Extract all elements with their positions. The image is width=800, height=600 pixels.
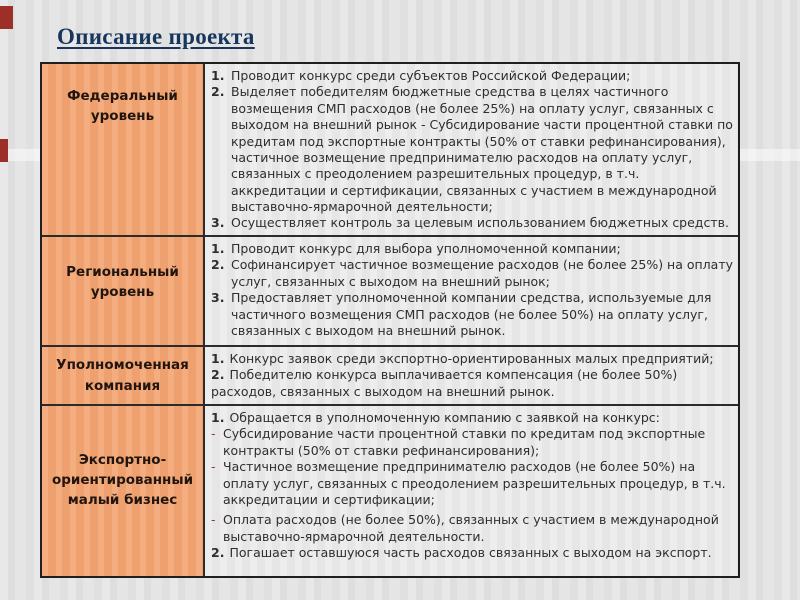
- row-content-authorized-company: [203, 345, 738, 404]
- red-accent-mark: [0, 139, 8, 162]
- item-marker: 2.: [211, 257, 225, 273]
- item-marker: 2.: [211, 367, 225, 383]
- item-text: Выделяет победителям бюджетные средства в целях частичного возмещения СМП расходов (не более 25%) на оплату услуг, связанных с выходом на внешний рынок - Субсидирование части процентной ставки по кредитам под экспортные контракты (50% от ставки рефинансирования), частичное возмещение предпринимателю расходов на оплату услуг, связанных с преодолением разрешительных процедур, в т.ч. аккредитации и сертификации, связанных с участием в международной выставочно-ярмарочной деятельности;: [231, 84, 733, 214]
- list-item: [211, 290, 733, 339]
- item-marker: 1.: [211, 351, 225, 366]
- item-text: Проводит конкурс для выбора уполномоченной компании;: [231, 241, 621, 256]
- item-text: Победителю конкурса выплачивается компенсация (не более 50%) расходов, связанных с выходом на внешний рынок.: [211, 367, 678, 399]
- item-text: Конкурс заявок среди экспортно-ориентированных малых предприятий;: [229, 351, 714, 366]
- item-text: Частичное возмещение предпринимателю расходов (не более 50%) на оплату услуг, связанных с преодолением разрешительных процедур, в т.ч. аккредитации и сертификации;: [223, 459, 726, 507]
- item-text: Субсидирование части процентной ставки по кредитам под экспортные контракты (50% от ставки рефинансирования);: [223, 426, 706, 458]
- item-marker: -: [211, 512, 216, 528]
- item-text: Оплата расходов (не более 50%), связанных с участием в международной выставочно-ярмарочной деятельности.: [223, 512, 719, 544]
- list-item: [211, 257, 733, 290]
- list-item: [211, 410, 733, 426]
- item-text: Предоставляет уполномоченной компании средства, используемые для частичного возмещения СМП расходов (не более 50%) на оплату услуг, связанных с выходом на внешний рынок.: [231, 290, 712, 338]
- item-text: Осуществляет контроль за целевым использованием бюджетных средств.: [231, 215, 729, 231]
- item-marker: 3.: [211, 290, 225, 306]
- list-item: [211, 68, 733, 84]
- row-header-federal-level: Федеральный уровень: [42, 64, 203, 235]
- list-item: [211, 512, 733, 545]
- item-text: Обращается в уполномоченную компанию с заявкой на конкурс:: [229, 410, 660, 425]
- list-item: [211, 215, 733, 231]
- list-item: [211, 84, 733, 215]
- item-marker: 1.: [211, 410, 225, 425]
- item-marker: -: [211, 459, 216, 475]
- list-item: [211, 351, 733, 367]
- item-text: Проводит конкурс среди субъектов Российской Федерации;: [231, 68, 631, 83]
- list-item: [211, 367, 733, 400]
- item-marker: 2.: [211, 84, 225, 100]
- item-marker: 3.: [211, 215, 225, 231]
- list-item: [211, 426, 733, 459]
- item-marker: 1.: [211, 68, 225, 83]
- item-text: Софинансирует частичное возмещение расходов (не более 25%) на оплату услуг, связанных с выходом на внешний рынок;: [231, 257, 734, 289]
- row-header-export-oriented-small-business: Экспортно-ориентированный малый бизнес: [42, 404, 203, 576]
- item-marker: 2.: [211, 545, 225, 560]
- list-item: [211, 545, 733, 561]
- list-item: [211, 241, 733, 257]
- item-marker: 1.: [211, 241, 225, 256]
- row-header-regional-level: Региональный уровень: [42, 235, 203, 345]
- item-marker: -: [211, 426, 216, 442]
- row-content-regional-level: [203, 235, 738, 345]
- red-accent-mark: [0, 6, 13, 29]
- slide-title: Описание проекта: [57, 24, 255, 49]
- list-item: [211, 459, 733, 508]
- item-text: Погашает оставшуюся часть расходов связанных с выходом на экспорт.: [229, 545, 712, 560]
- row-content-federal-level: [203, 64, 738, 235]
- row-header-authorized-company: Уполномоченная компания: [42, 345, 203, 404]
- project-description-table: [40, 62, 740, 578]
- row-content-export-oriented-small-business: [203, 404, 738, 576]
